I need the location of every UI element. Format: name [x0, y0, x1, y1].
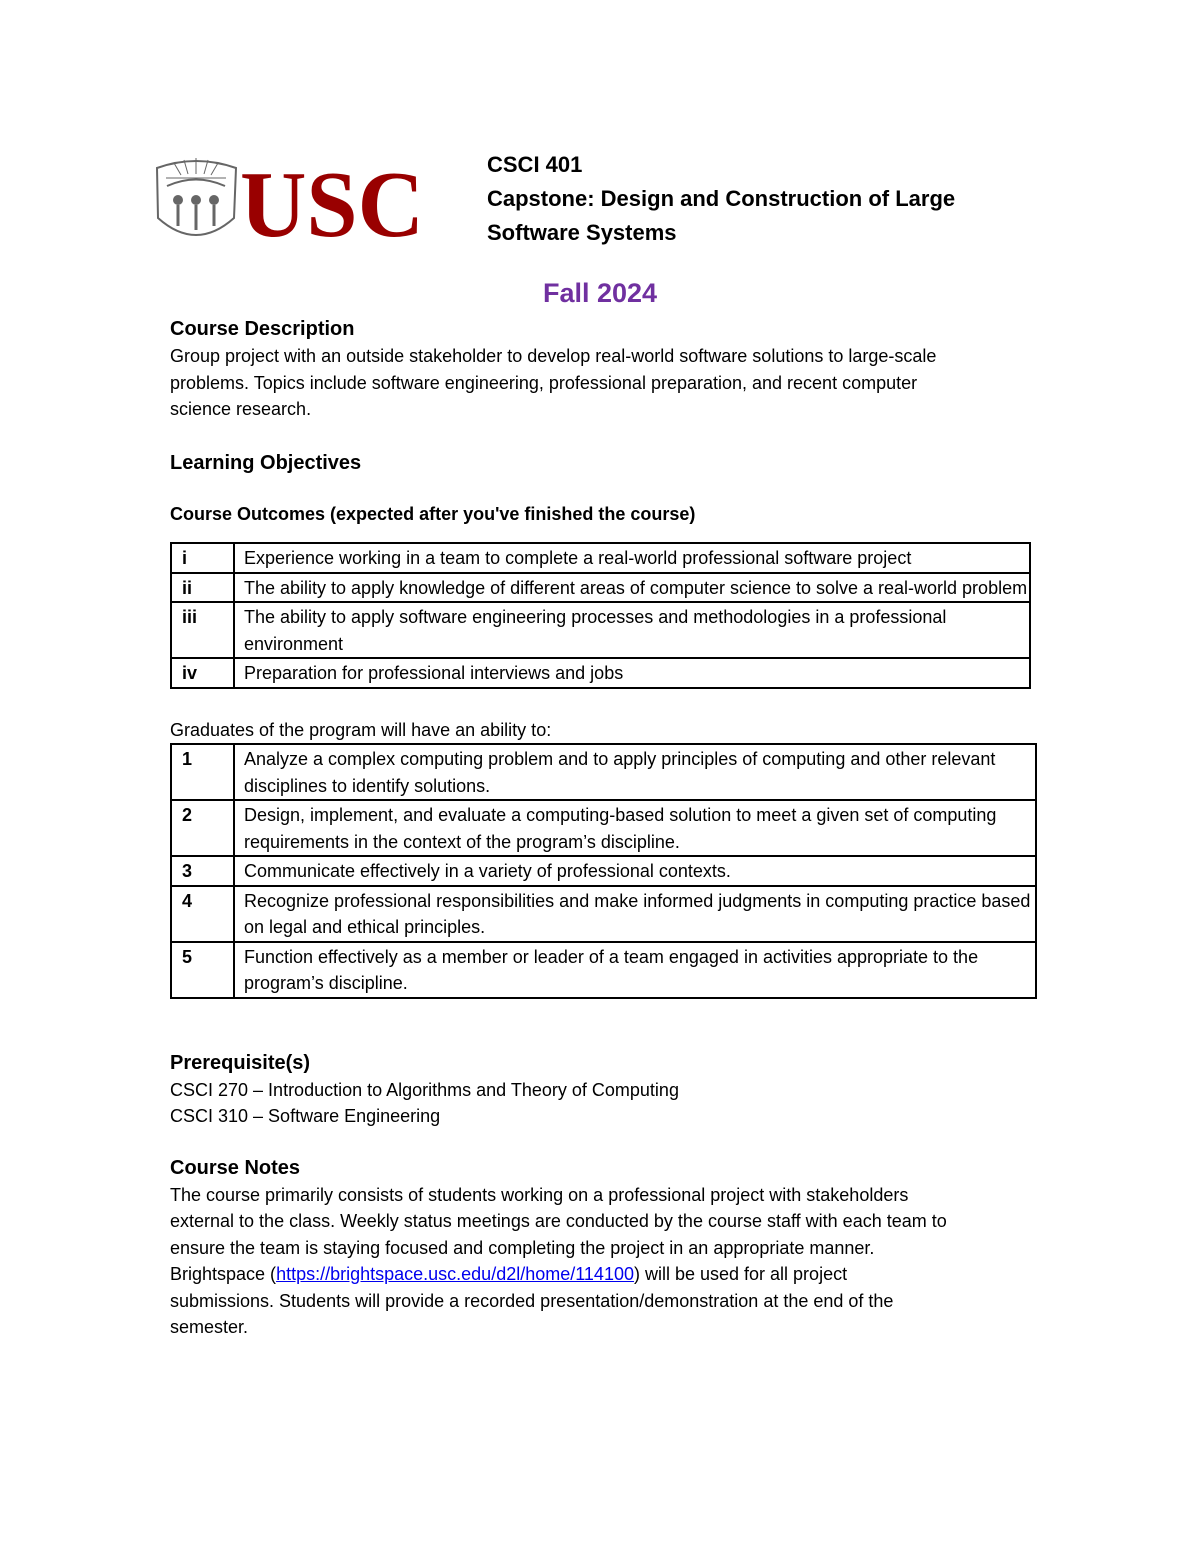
course-title-line1: Capstone: Design and Construction of Large [487, 186, 956, 211]
course-code: CSCI 401 [487, 152, 583, 177]
course-notes-line [170, 1261, 1040, 1288]
learning-objectives-heading: Learning Objectives [170, 451, 362, 474]
course-notes-line: external to the class. Weekly status meetings are conducted by the course staff with each team to [170, 1211, 947, 1231]
logo-wordmark: USC [240, 156, 424, 248]
course-notes-line: semester. [170, 1317, 249, 1337]
course-description-line: science research. [170, 399, 312, 419]
table-row [171, 573, 1030, 603]
course-description-heading: Course Description [170, 318, 355, 340]
outcome-number: ii [171, 573, 234, 603]
table-row [171, 856, 1036, 886]
ability-text: Recognize professional responsibilities and make informed judgments in computing practice based on legal and ethical principles. [234, 886, 1036, 942]
ability-number: 3 [171, 856, 234, 886]
course-title-line2: Software Systems [487, 220, 677, 245]
course-outcomes-heading: Course Outcomes (expected after you've finished the course) [170, 503, 696, 524]
outcome-text: Preparation for professional interviews and jobs [234, 658, 1030, 688]
outcome-text: Experience working in a team to complete a real-world professional software project [234, 543, 1030, 573]
outcome-number: iii [171, 602, 234, 658]
table-row [171, 942, 1036, 998]
course-notes-line: ensure the team is staying focused and completing the project in an appropriate manner. [170, 1237, 875, 1258]
ability-text: Design, implement, and evaluate a computing-based solution to meet a given set of computing requirements in the context of the program’s discipline. [234, 800, 1036, 856]
brightspace-suffix: ) will be used for all project [633, 1264, 848, 1284]
table-row [171, 886, 1036, 942]
course-header [487, 148, 955, 250]
ability-number: 2 [171, 800, 234, 856]
graduates-intro: Graduates of the program will have an ability to: [170, 719, 552, 740]
syllabus-body [170, 315, 1040, 1341]
table-row [171, 744, 1036, 800]
prerequisites-heading: Prerequisite(s) [170, 1051, 311, 1074]
table-row [171, 658, 1030, 688]
outcome-text: The ability to apply software engineering processes and methodologies in a professional environment [234, 602, 1030, 658]
ability-number: 1 [171, 744, 234, 800]
course-description-line: Group project with an outside stakeholder to develop real-world software solutions to large-scale [170, 346, 937, 366]
usc-shield-icon [154, 156, 426, 248]
ability-number: 4 [171, 886, 234, 942]
course-notes-heading: Course Notes [170, 1156, 301, 1179]
brightspace-prefix: Brightspace ( [170, 1264, 277, 1284]
table-row [171, 800, 1036, 856]
table-row [171, 602, 1030, 658]
term-label: Fall 2024 [542, 278, 658, 308]
course-description-line: problems. Topics include software engineering, professional preparation, and recent computer [170, 372, 918, 393]
usc-logo [154, 156, 426, 248]
program-abilities-table [170, 743, 1037, 999]
prerequisite-item: CSCI 310 – Software Engineering [170, 1106, 441, 1126]
course-notes-line: The course primarily consists of students working on a professional project with stakeholders [170, 1184, 909, 1205]
course-notes-line: submissions. Students will provide a recorded presentation/demonstration at the end of the [170, 1290, 894, 1311]
ability-text: Function effectively as a member or leader of a team engaged in activities appropriate to the program’s discipline. [234, 942, 1036, 998]
prerequisite-item: CSCI 270 – Introduction to Algorithms and Theory of Computing [170, 1079, 679, 1100]
ability-text: Analyze a complex computing problem and to apply principles of computing and other relevant disciplines to identify solutions. [234, 744, 1036, 800]
brightspace-link[interactable]: https://brightspace.usc.edu/d2l/home/114100 [276, 1264, 634, 1284]
outcome-number: iv [171, 658, 234, 688]
ability-text: Communicate effectively in a variety of professional contexts. [234, 856, 1036, 886]
outcome-number: i [171, 543, 234, 573]
ability-number: 5 [171, 942, 234, 998]
course-outcomes-table [170, 542, 1031, 689]
outcome-text: The ability to apply knowledge of different areas of computer science to solve a real-world problem [234, 573, 1030, 603]
table-row [171, 543, 1030, 573]
